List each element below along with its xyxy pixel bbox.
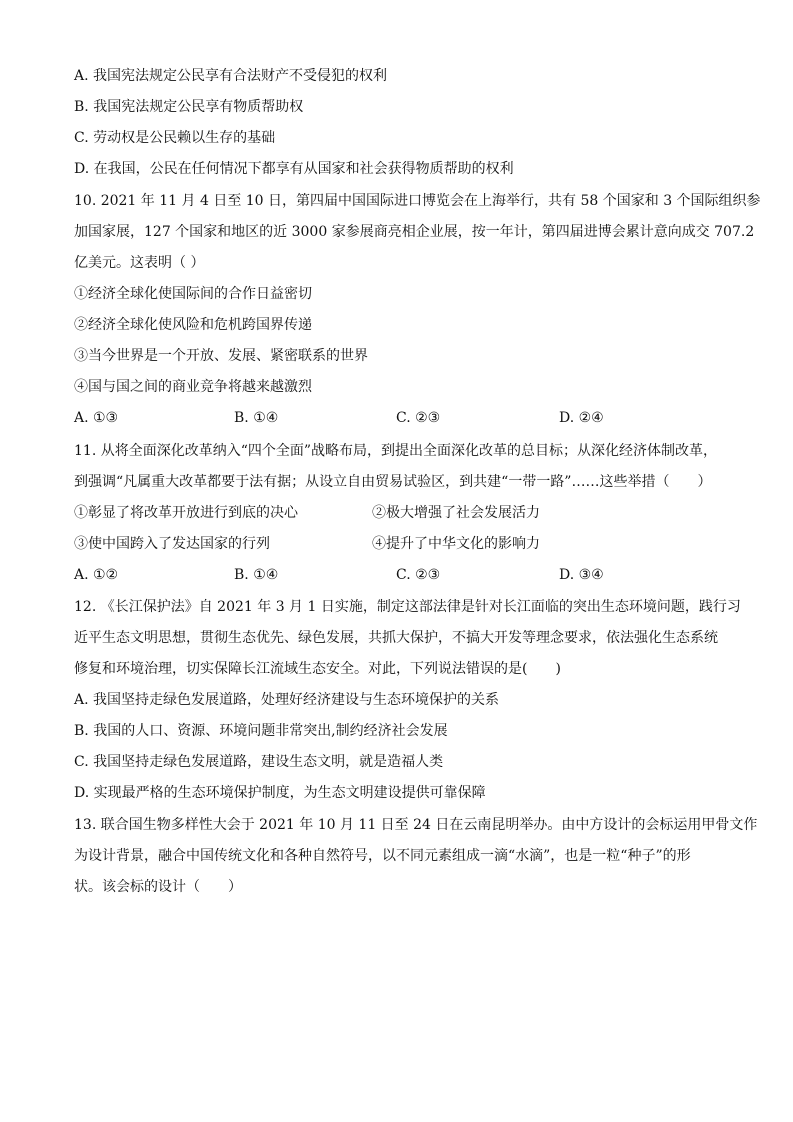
q10-item-3: ③当今世界是一个开放、发展、紧密联系的世界 <box>74 348 368 364</box>
q9-option-c: C. 劳动权是公民赖以生存的基础 <box>74 130 276 146</box>
q11-items-row1 <box>74 503 724 523</box>
q10-choice-b: B. ①④ <box>234 410 279 426</box>
q10-stem-line2: 加国家展，127 个国家和地区的近 3000 家参展商亮相企业展，按一年计，第四届进博会累计意向成交 707.2 <box>74 224 755 240</box>
q11-choice-b: B. ①④ <box>234 567 279 583</box>
q13-stem-line3: 状。该会标的设计（ ） <box>74 879 242 895</box>
q11-stem-line1: 11. 从将全面深化改革纳入“四个全面”战略布局，到提出全面深化改革的总目标；从深化经济体制改革， <box>74 443 718 459</box>
q10-choices <box>74 408 724 428</box>
q10-stem-line1: 10. 2021 年 11 月 4 日至 10 日，第四届中国国际进口博览会在上海举行，共有 58 个国家和 3 个国际组织参 <box>74 193 761 209</box>
q11-choice-d: D. ③④ <box>559 567 604 583</box>
q11-item-3: ③使中国跨入了发达国家的行列 <box>74 536 270 552</box>
q10-stem-line3: 亿美元。这表明（ ） <box>74 255 205 271</box>
q13-stem-line1: 13. 联合国生物多样性大会于 2021 年 10 月 11 日至 24 日在云南昆明举办。由中方设计的会标运用甲骨文作 <box>74 817 758 833</box>
q11-item-4: ④提升了中华文化的影响力 <box>372 536 540 552</box>
q10-choice-c: C. ②③ <box>396 410 441 426</box>
q12-option-d: D. 实现最严格的生态环境保护制度，为生态文明建设提供可靠保障 <box>74 785 486 801</box>
q12-stem-line2: 近平生态文明思想，贯彻生态优先、绿色发展，共抓大保护，不搞大开发等理念要求，依法强化生态系统 <box>74 630 718 646</box>
q11-item-2: ②极大增强了社会发展活力 <box>372 505 540 521</box>
q11-choice-a: A. ①② <box>74 567 119 583</box>
q9-option-b: B. 我国宪法规定公民享有物质帮助权 <box>74 99 304 115</box>
q9-option-d: D. 在我国，公民在任何情况下都享有从国家和社会获得物质帮助的权利 <box>74 161 514 177</box>
q10-item-2: ②经济全球化使风险和危机跨国界传递 <box>74 317 312 333</box>
q12-option-a: A. 我国坚持走绿色发展道路，处理好经济建设与生态环境保护的关系 <box>74 692 500 708</box>
q12-option-c: C. 我国坚持走绿色发展道路，建设生态文明，就是造福人类 <box>74 754 444 770</box>
q12-stem-line3: 修复和环境治理，切实保障长江流域生态安全。对此，下列说法错误的是( ) <box>74 661 561 677</box>
q9-option-a: A. 我国宪法规定公民享有合法财产不受侵犯的权利 <box>74 68 388 84</box>
q11-choice-c: C. ②③ <box>396 567 441 583</box>
q10-item-1: ①经济全球化使国际间的合作日益密切 <box>74 286 312 302</box>
q10-choice-d: D. ②④ <box>559 410 604 426</box>
q12-option-b: B. 我国的人口、资源、环境问题非常突出,制约经济社会发展 <box>74 723 448 739</box>
q11-stem-line2: 到强调“凡属重大改革都要于法有据；从设立自由贸易试验区，到共建“一带一路”……这些举措（ ） <box>74 474 712 490</box>
q10-choice-a: A. ①③ <box>74 410 119 426</box>
q11-choices <box>74 565 724 585</box>
q13-stem-line2: 为设计背景，融合中国传统文化和各种自然符号，以不同元素组成一滴“水滴”，也是一粒“种子”的形 <box>74 848 691 864</box>
q11-items-row2 <box>74 534 724 554</box>
q10-item-4: ④国与国之间的商业竞争将越来越激烈 <box>74 379 312 395</box>
q12-stem-line1: 12. 《长江保护法》自 2021 年 3 月 1 日实施，制定这部法律是针对长江面临的突出生态环境问题，践行习 <box>74 599 741 615</box>
q11-item-1: ①彰显了将改革开放进行到底的决心 <box>74 505 298 521</box>
